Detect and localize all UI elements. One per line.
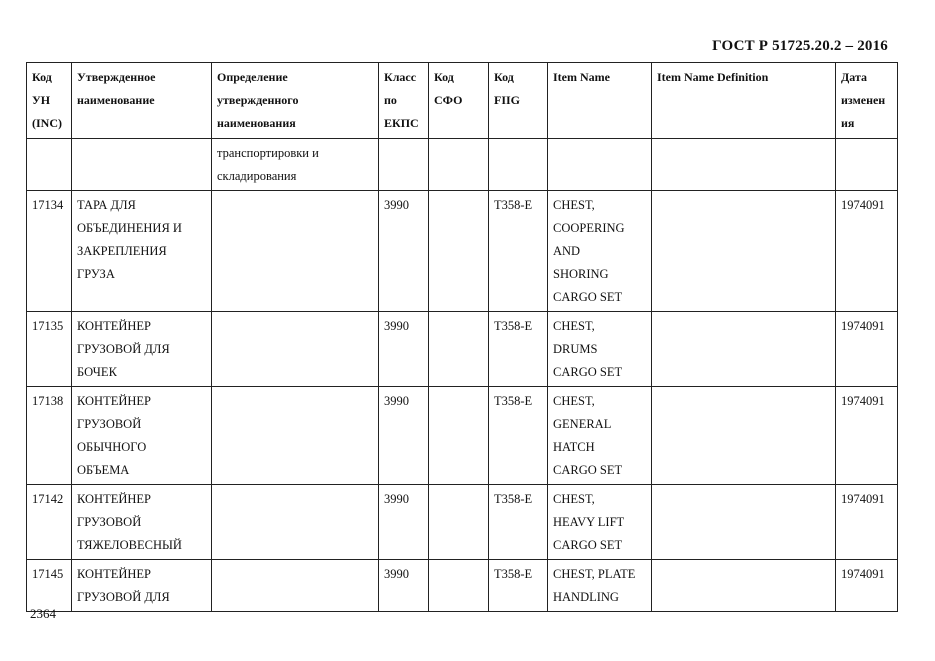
cell-definition: [212, 387, 379, 485]
cell-ekps-class-text: 3990: [384, 492, 409, 506]
cell-item-name: [548, 560, 652, 612]
cell-fiig-code: [489, 485, 548, 560]
cell-item-name-text: CHEST, GENERAL HATCH CARGO SET: [553, 394, 623, 477]
cell-item-name-definition: [652, 485, 836, 560]
cell-inc-code: [27, 387, 72, 485]
header-ekps-class: [379, 63, 429, 139]
cell-approved-name-text: КОНТЕЙНЕР ГРУЗОВОЙ ДЛЯ: [77, 567, 170, 604]
cell-inc-code-text: 17145: [32, 567, 64, 581]
cell-approved-name-text: КОНТЕЙНЕР ГРУЗОВОЙ ТЯЖЕЛОВЕСНЫЙ: [77, 492, 182, 552]
cell-change-date: [836, 312, 898, 387]
cell-sfo-code: [429, 387, 489, 485]
cell-change-date-text: 1974091: [841, 492, 885, 506]
cell-inc-code: [27, 312, 72, 387]
header-item-name: [548, 63, 652, 139]
cell-item-name: [548, 485, 652, 560]
table-row: [27, 560, 898, 612]
cell-definition-text: транспортировки и складирования: [217, 146, 319, 183]
cell-item-name: [548, 191, 652, 312]
cell-item-name: [548, 387, 652, 485]
cell-fiig-code: [489, 560, 548, 612]
header-definition-label: Определение утвержденного наименования: [217, 70, 299, 130]
cell-item-name-definition: [652, 560, 836, 612]
table-header-row: [27, 63, 898, 139]
cell-item-name-definition: [652, 191, 836, 312]
table-row: [27, 387, 898, 485]
cell-definition: [212, 485, 379, 560]
cell-ekps-class: [379, 191, 429, 312]
cell-fiig-code-text: T358-E: [494, 492, 533, 506]
header-inc-code-label: Код УН (INC): [32, 70, 62, 130]
cell-definition: [212, 560, 379, 612]
cell-item-name: [548, 312, 652, 387]
header-inc-code: [27, 63, 72, 139]
cell-sfo-code: [429, 560, 489, 612]
cell-fiig-code: [489, 312, 548, 387]
cell-ekps-class-text: 3990: [384, 567, 409, 581]
cell-ekps-class-text: 3990: [384, 394, 409, 408]
cell-inc-code: [27, 139, 72, 191]
cell-approved-name: [72, 191, 212, 312]
cell-sfo-code: [429, 312, 489, 387]
cell-item-name-definition: [652, 387, 836, 485]
cell-approved-name: [72, 312, 212, 387]
cell-change-date-text: 1974091: [841, 394, 885, 408]
header-item-name-definition: [652, 63, 836, 139]
header-approved-name: [72, 63, 212, 139]
cell-item-name-text: CHEST, COOPERING AND SHORING CARGO SET: [553, 198, 625, 304]
cell-change-date: [836, 191, 898, 312]
table-row: [27, 139, 898, 191]
cell-change-date: [836, 485, 898, 560]
cell-approved-name: [72, 139, 212, 191]
cell-ekps-class: [379, 560, 429, 612]
cell-fiig-code-text: T358-E: [494, 394, 533, 408]
cell-approved-name-text: ТАРА ДЛЯ ОБЪЕДИНЕНИЯ И ЗАКРЕПЛЕНИЯ ГРУЗА: [77, 198, 182, 281]
cell-approved-name: [72, 485, 212, 560]
cell-approved-name: [72, 560, 212, 612]
cell-item-name-definition: [652, 139, 836, 191]
cell-ekps-class: [379, 485, 429, 560]
cell-change-date-text: 1974091: [841, 198, 885, 212]
header-sfo-code-label: Код СФО: [434, 70, 463, 107]
header-definition: [212, 63, 379, 139]
cell-inc-code: [27, 560, 72, 612]
header-fiig-code: [489, 63, 548, 139]
cell-change-date-text: 1974091: [841, 567, 885, 581]
cell-change-date: [836, 560, 898, 612]
cell-approved-name-text: КОНТЕЙНЕР ГРУЗОВОЙ ДЛЯ БОЧЕК: [77, 319, 170, 379]
cell-sfo-code: [429, 191, 489, 312]
header-fiig-code-label: Код FIIG: [494, 70, 521, 107]
cell-change-date-text: 1974091: [841, 319, 885, 333]
cell-definition: [212, 191, 379, 312]
cell-fiig-code: [489, 139, 548, 191]
cell-item-name-text: CHEST, HEAVY LIFT CARGO SET: [553, 492, 625, 552]
table-row: [27, 312, 898, 387]
cell-change-date: [836, 139, 898, 191]
cell-ekps-class-text: 3990: [384, 319, 409, 333]
cell-inc-code: [27, 191, 72, 312]
header-item-name-label: Item Name: [553, 70, 610, 84]
cell-definition: [212, 139, 379, 191]
cell-item-name-text: CHEST, DRUMS CARGO SET: [553, 319, 623, 379]
document-title: ГОСТ Р 51725.20.2 – 2016: [712, 38, 888, 54]
cell-inc-code-text: 17134: [32, 198, 64, 212]
header-item-name-definition-label: Item Name Definition: [657, 70, 769, 84]
cell-definition: [212, 312, 379, 387]
cell-item-name-definition: [652, 312, 836, 387]
cell-inc-code-text: 17135: [32, 319, 64, 333]
cell-fiig-code: [489, 387, 548, 485]
cell-change-date: [836, 387, 898, 485]
table-row: [27, 485, 898, 560]
table-body: [27, 139, 898, 612]
items-table: [26, 62, 898, 612]
cell-ekps-class-text: 3990: [384, 198, 409, 212]
cell-fiig-code-text: T358-E: [494, 198, 533, 212]
cell-inc-code-text: 17142: [32, 492, 64, 506]
cell-approved-name: [72, 387, 212, 485]
cell-approved-name-text: КОНТЕЙНЕР ГРУЗОВОЙ ОБЫЧНОГО ОБЪЕМА: [77, 394, 151, 477]
cell-ekps-class: [379, 139, 429, 191]
cell-ekps-class: [379, 387, 429, 485]
header-change-date-label: Дата изменен ия: [841, 70, 886, 130]
cell-inc-code-text: 17138: [32, 394, 64, 408]
cell-sfo-code: [429, 139, 489, 191]
cell-ekps-class: [379, 312, 429, 387]
cell-fiig-code: [489, 191, 548, 312]
cell-sfo-code: [429, 485, 489, 560]
cell-inc-code: [27, 485, 72, 560]
cell-item-name: [548, 139, 652, 191]
header-ekps-class-label: Класс по ЕКПС: [384, 70, 419, 130]
header-change-date: [836, 63, 898, 139]
header-approved-name-label: Утвержденное наименование: [77, 70, 156, 107]
cell-fiig-code-text: T358-E: [494, 567, 533, 581]
header-sfo-code: [429, 63, 489, 139]
table-row: [27, 191, 898, 312]
cell-fiig-code-text: T358-E: [494, 319, 533, 333]
cell-item-name-text: CHEST, PLATE HANDLING: [553, 567, 636, 604]
page-number: 2364: [30, 606, 56, 621]
